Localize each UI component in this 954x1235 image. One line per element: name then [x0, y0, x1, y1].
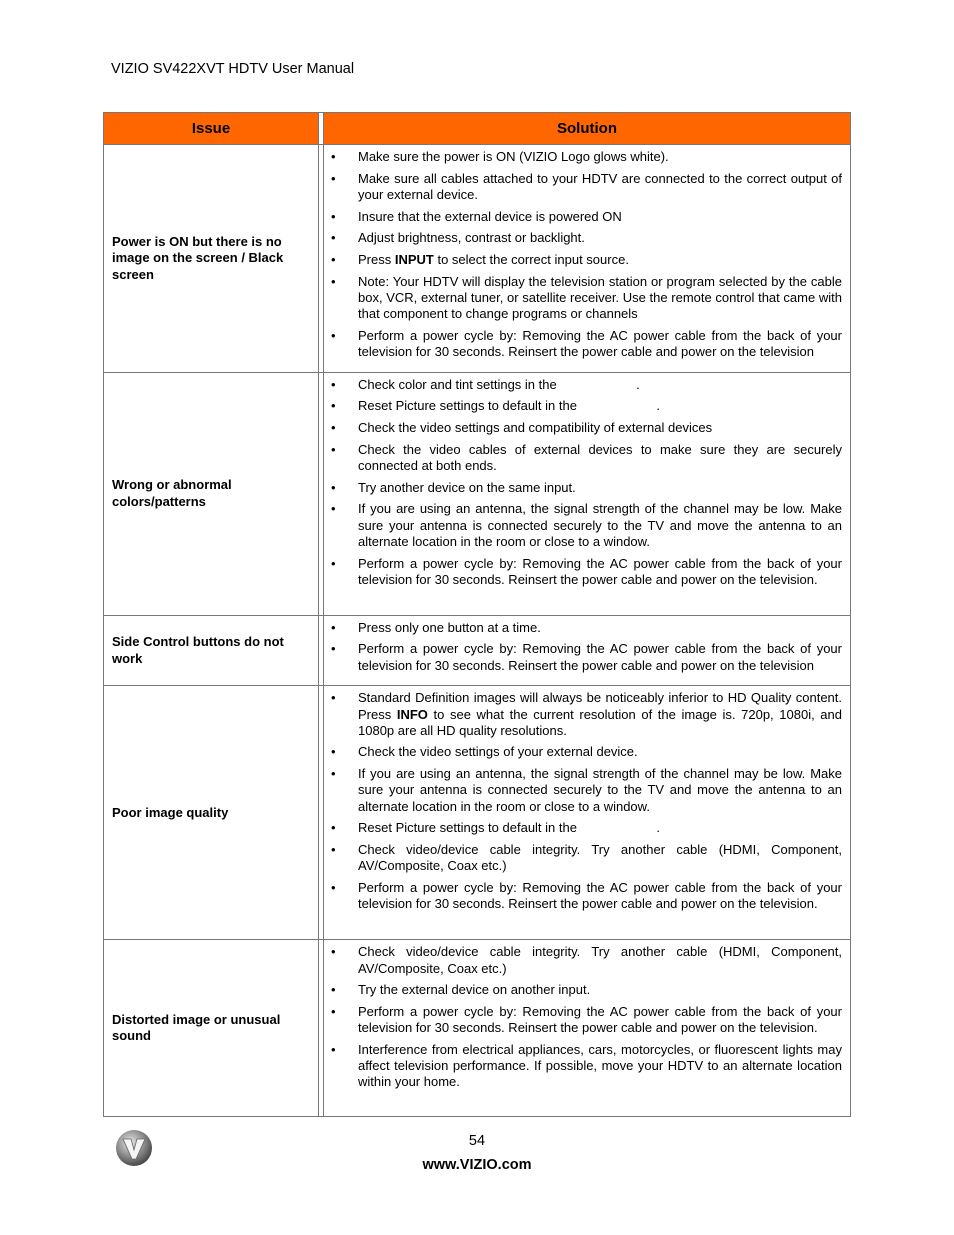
list-item [324, 555, 846, 588]
bullet-icon: • [331, 479, 336, 495]
solution-text: Make sure all cables attached to your HDTV are connected to the correct output of your external device. [358, 170, 846, 202]
list-item [324, 230, 842, 246]
solution-text: If you are using an antenna, the signal strength of the channel may be low. Make sure your antenna is connected securely to the TV and move the antenna to an alternate location in the room or close to a window. [358, 501, 846, 549]
table-row [103, 373, 851, 616]
list-item [324, 820, 842, 836]
solution-list [324, 944, 846, 1090]
bullet-icon: • [331, 170, 336, 186]
solution-text: Try another device on the same input. [358, 479, 576, 495]
solution-list [324, 690, 846, 912]
solution-text: Interference from electrical appliances, cars, motorcycles, or fluorescent lights may affect television performance. If possible, move your HDTV to an alternate location within your home. [358, 1041, 846, 1090]
table-row [103, 145, 851, 373]
bullet-icon: • [331, 619, 336, 635]
list-item [324, 252, 842, 268]
table-row [103, 940, 851, 1117]
bullet-icon: • [331, 690, 336, 706]
bullet-icon: • [331, 327, 336, 343]
list-item [324, 149, 842, 165]
list-item [324, 420, 842, 436]
list-item [324, 982, 842, 998]
bullet-icon: • [331, 252, 336, 268]
solution-text: Adjust brightness, contrast or backlight. [358, 230, 585, 246]
bullet-icon: • [331, 841, 336, 857]
solution-text: Reset Picture settings to default in the . [358, 398, 661, 414]
issue-cell: Poor image quality [103, 686, 318, 940]
list-item [324, 641, 846, 673]
solution-text: Check the video settings of your external device. [358, 744, 638, 760]
document-title: VIZIO SV422XVT HDTV User Manual [111, 61, 355, 77]
solution-cell [324, 373, 851, 616]
table-row [103, 686, 851, 940]
list-item [324, 501, 846, 550]
bullet-icon: • [331, 944, 336, 960]
solution-cell [324, 145, 851, 373]
solution-text: Standard Definition images will always be noticeably inferior to HD Quality content. Press [358, 690, 842, 722]
bullet-icon: • [331, 149, 336, 164]
table-header-row [103, 112, 851, 145]
bullet-icon: • [331, 1003, 336, 1019]
list-item [324, 944, 845, 976]
solution-text: Note: Your HDTV will display the television station or program selected by the cable box, VCR, external tuner, or satellite receiver. Use the remote control that came with that component to change programs or channels [358, 273, 846, 322]
list-item [324, 1041, 846, 1091]
list-item [324, 841, 845, 874]
bullet-icon: • [331, 501, 336, 517]
list-item [324, 1003, 846, 1036]
list-item [324, 480, 842, 496]
website-url[interactable]: www.VIZIO.com [422, 1157, 532, 1173]
solution-text: Check the video cables of external devices to make sure they are securely connected at both ends. [358, 441, 846, 474]
solution-list [324, 619, 846, 674]
solution-text: If you are using an antenna, the signal strength of the channel may be low. Make sure your antenna is connected securely to the TV and move the antenna to an alternate location in the room or close to a window. [358, 766, 846, 814]
list-item [324, 377, 842, 393]
bullet-icon: • [331, 208, 336, 224]
solution-text: Reset Picture settings to default in the . [358, 820, 661, 836]
list-item [324, 170, 846, 203]
list-item [324, 273, 846, 323]
solution-text: Perform a power cycle by: Removing the AC power cable from the back of your television for 30 seconds. Reinsert the power cable and power on the television [358, 327, 846, 360]
bullet-icon: • [331, 441, 336, 457]
bullet-icon: • [331, 273, 336, 289]
solution-text: to select the correct input source. [433, 252, 629, 268]
bullet-icon: • [331, 1041, 336, 1057]
list-item [324, 327, 846, 360]
solution-text: Check the video settings and compatibility of external devices [358, 420, 713, 436]
solution-text: Make sure the power is ON (VIZIO Logo glows white). [358, 149, 669, 164]
bullet-icon: • [331, 982, 336, 998]
bullet-icon: • [331, 420, 336, 436]
list-item [324, 441, 846, 474]
solution-text: Press [358, 252, 395, 268]
bullet-icon: • [331, 230, 336, 246]
troubleshooting-table [103, 112, 851, 1117]
solution-text: Perform a power cycle by: Removing the AC power cable from the back of your television for 30 seconds. Reinsert the power cable and power on the television. [358, 1003, 846, 1036]
solution-text: Try the external device on another input. [358, 982, 591, 998]
bullet-icon: • [331, 555, 336, 571]
list-item [324, 690, 842, 739]
solution-text: Insure that the external device is powered ON [358, 208, 622, 224]
solution-text: to see what the current resolution of the image is. 720p, 1080i, and 1080p are all HD quality resolutions. [358, 706, 842, 738]
table-row [103, 616, 851, 687]
issue-column-header: Issue [103, 112, 318, 145]
bullet-icon: • [331, 376, 336, 392]
solution-list [324, 376, 846, 588]
issue-cell: Wrong or abnormal colors/patterns [103, 373, 318, 616]
solution-text: Press only one button at a time. [358, 619, 541, 635]
key-label: INFO [396, 706, 428, 722]
issue-cell: Power is ON but there is no image on the screen / Black screen [103, 145, 318, 373]
issue-cell: Side Control buttons do not work [103, 616, 318, 687]
list-item [324, 398, 842, 414]
list-item [324, 209, 842, 225]
solution-column-header: Solution [324, 112, 851, 145]
list-item [324, 879, 846, 912]
bullet-icon: • [331, 766, 336, 782]
bullet-icon: • [331, 820, 336, 836]
page-number: 54 [468, 1133, 486, 1149]
key-label: INPUT [394, 252, 434, 268]
list-item [324, 766, 846, 815]
bullet-icon: • [331, 879, 336, 895]
solution-text: Perform a power cycle by: Removing the AC power cable from the back of your television for 30 seconds. Reinsert the power cable and power on the television. [358, 555, 846, 587]
solution-text: Perform a power cycle by: Removing the AC power cable from the back of your television for 30 seconds. Reinsert the power cable and power on the television [358, 641, 846, 673]
list-item [324, 620, 842, 636]
bullet-icon: • [331, 641, 336, 657]
bullet-icon: • [331, 744, 336, 760]
bullet-icon: • [331, 398, 336, 414]
issue-cell: Distorted image or unusual sound [103, 940, 318, 1117]
list-item [324, 744, 842, 760]
solution-text: Check color and tint settings in the . [358, 376, 640, 392]
solution-text: Check video/device cable integrity. Try another cable (HDMI, Component, AV/Composite, Coax etc.) [358, 944, 845, 976]
solution-cell [324, 940, 851, 1117]
solution-text: Check video/device cable integrity. Try another cable (HDMI, Component, AV/Composite, Coax etc.) [358, 841, 845, 874]
solution-cell [324, 616, 851, 687]
solution-cell [324, 686, 851, 940]
solution-text: Perform a power cycle by: Removing the AC power cable from the back of your television for 30 seconds. Reinsert the power cable and power on the television. [358, 879, 846, 912]
solution-list [324, 149, 846, 360]
